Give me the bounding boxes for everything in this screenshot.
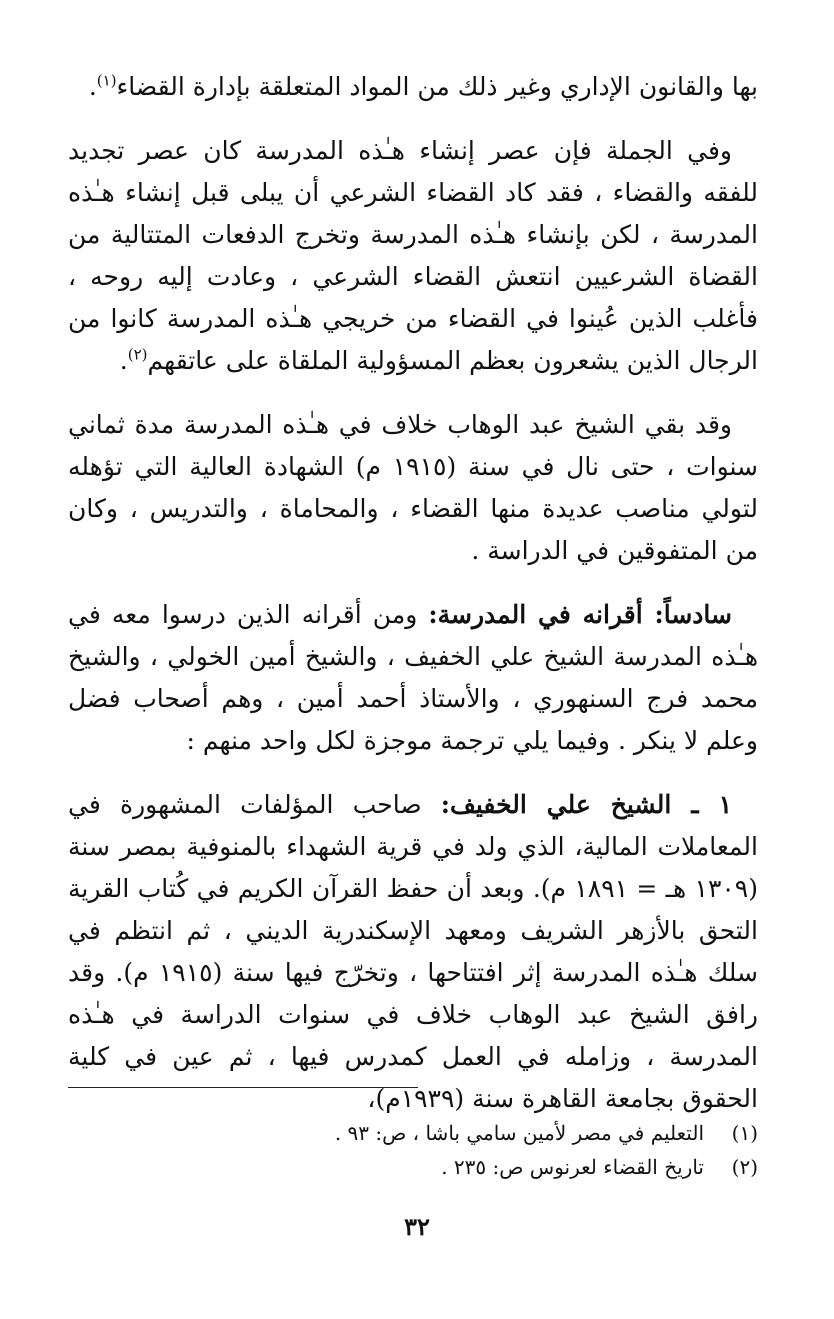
- footnote-number: (٢): [731, 1155, 758, 1179]
- footnotes: [68, 1116, 758, 1184]
- paragraph-gap: [68, 762, 758, 784]
- footnote-1: [68, 1116, 758, 1150]
- paragraph-4: [68, 594, 758, 762]
- footnote-text: التعليم في مصر لأمين سامي باشا ، ص: ٩٣ .: [334, 1121, 704, 1145]
- paragraph-text: صاحب المؤلفات المشهورة في المعاملات المالية، الذي ولد في قرية الشهداء بالمنوفية بمصر سنة (١٣٠٩ هـ = ١٨٩١ م). وبعد أن حفظ القرآن الكريم في كُتاب القرية التحق بالأزهر الشريف ومعهد الإسكندرية الديني ، ثم انتظم في سلك هـٰذه المدرسة إثر افتتاحها ، وتخرّج فيها سنة (١٩١٥ م). وقد رافق الشيخ عبد الوهاب خلاف في سنوات الدراسة في هـٰذه المدرسة ، وزامله في العمل كمدرس فيها ، ثم عين في كلية الحقوق بجامعة القاهرة سنة (١٩٣٩م)،: [68, 790, 758, 1113]
- section-heading: سادساً: أقرانه في المدرسة:: [428, 600, 732, 629]
- paragraph-gap: [68, 382, 758, 404]
- paragraph-5: [68, 784, 758, 1120]
- footnote-number: (١): [731, 1121, 758, 1145]
- footnote-ref-1[interactable]: (١): [96, 71, 117, 90]
- paragraph-3: [68, 404, 758, 572]
- paragraph-text: ومن أقرانه الذين درسوا معه في هـٰذه المدرسة الشيخ علي الخفيف ، والشيخ أمين الخولي ، والشيخ محمد فرج السنهوري ، والأستاذ أحمد أمين ، وهم أصحاب فضل وعلم لا ينكر . وفيما يلي ترجمة موجزة لكل واحد منهم :: [68, 600, 758, 755]
- paragraph-text: وفي الجملة فإن عصر إنشاء هـٰذه المدرسة كان عصر تجديد للفقه والقضاء ، فقد كاد القضاء الشرعي أن يبلى قبل إنشاء هـٰذه المدرسة ، لكن بإنشاء هـٰذه المدرسة وتخرج الدفعات المتتالية من القضاة الشرعيين انتعش القضاء الشرعي ، وعادت إليه روحه ، فأغلب الذين عُينوا في القضاء من خريجي هـٰذه المدرسة كانوا من الرجال الذين يشعرون بعظم المسؤولية الملقاة على عاتقهم: [68, 136, 758, 375]
- paragraph-2: [68, 130, 758, 382]
- page-body: [68, 66, 758, 1120]
- paragraph-text: وقد بقي الشيخ عبد الوهاب خلاف في هـٰذه المدرسة مدة ثماني سنوات ، حتى نال في سنة (١٩١٥ م) الشهادة العالية التي تؤهله لتولي مناصب عديدة منها القضاء ، والمحاماة ، والتدريس ، وكان من المتفوقين في الدراسة .: [68, 410, 758, 565]
- footnote-2: [68, 1150, 758, 1184]
- paragraph-tail: .: [119, 346, 128, 375]
- paragraph-tail: .: [88, 72, 97, 101]
- page-number: ٣٢: [404, 1212, 430, 1241]
- paragraph-text: بها والقانون الإداري وغير ذلك من المواد المتعلقة بإدارة القضاء: [116, 72, 758, 101]
- footnote-ref-2[interactable]: (٢): [127, 345, 148, 364]
- paragraph-1: [68, 66, 758, 108]
- paragraph-gap: [68, 108, 758, 130]
- footnote-divider: [68, 1087, 418, 1088]
- item-heading: ١ ـ الشيخ علي الخفيف:: [440, 790, 733, 819]
- paragraph-gap: [68, 572, 758, 594]
- footnote-text: تاريخ القضاء لعرنوس ص: ٢٣٥ .: [441, 1155, 704, 1179]
